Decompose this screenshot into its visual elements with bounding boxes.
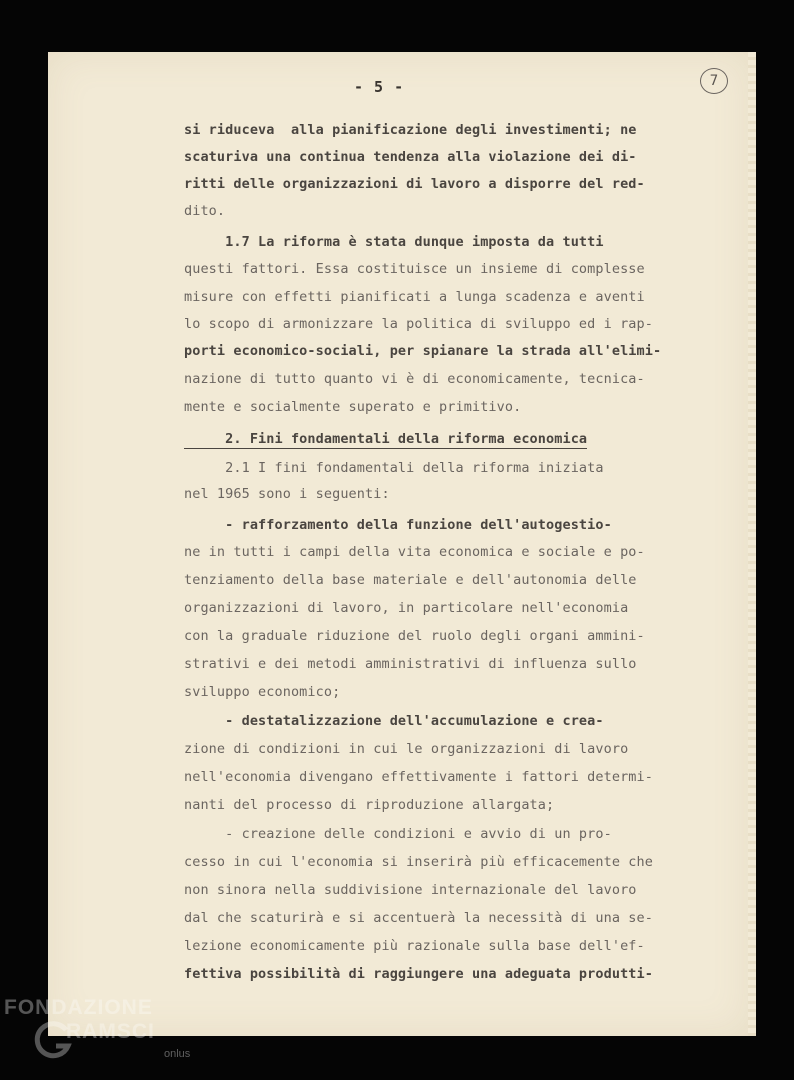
fondazione-gramsci-watermark — [4, 996, 204, 1066]
text-line: nell'economia divengano effettivamente i fattori determi- — [184, 769, 653, 785]
text-line: dito. — [184, 203, 226, 219]
text-line: lo scopo di armonizzare la politica di sviluppo ed i rap- — [184, 316, 653, 332]
text-line: dal che scaturirà e si accentuerà la necessità di una se- — [184, 910, 653, 926]
text-line: mente e socialmente superato e primitivo. — [184, 399, 522, 415]
text-line: nazione di tutto quanto vi è di economicamente, tecnica- — [184, 371, 645, 387]
text-line: cesso in cui l'economia si inserirà più efficacemente che — [184, 854, 653, 870]
text-line: fettiva possibilità di raggiungere una adeguata produtti- — [184, 966, 653, 982]
text-line: 2.1 I fini fondamentali della riforma iniziata — [184, 460, 604, 476]
text-line: lezione economicamente più razionale sulla base dell'ef- — [184, 938, 645, 954]
watermark-line1: FONDAZIONE — [4, 996, 153, 1019]
watermark-suffix: onlus — [164, 1048, 191, 1060]
text-line: questi fattori. Essa costituisce un insieme di complesse — [184, 261, 645, 277]
document-page — [48, 52, 750, 1036]
text-line: con la graduale riduzione del ruolo degli organi ammini- — [184, 628, 645, 644]
handwritten-page-annotation: 7 — [700, 68, 728, 94]
text-line: si riduceva alla pianificazione degli investimenti; ne — [184, 122, 637, 138]
text-line: nel 1965 sono i seguenti: — [184, 486, 390, 502]
text-line: scaturiva una continua tendenza alla violazione dei di- — [184, 149, 637, 165]
text-line: 1.7 La riforma è stata dunque imposta da tutti — [184, 234, 604, 250]
text-line: ritti delle organizzazioni di lavoro a disporre del red- — [184, 176, 645, 192]
text-line: misure con effetti pianificati a lunga scadenza e aventi — [184, 289, 645, 305]
text-line: ne in tutti i campi della vita economica e sociale e po- — [184, 544, 645, 560]
section-heading: 2. Fini fondamentali della riforma economica — [184, 431, 588, 447]
text-line: nanti del processo di riproduzione allargata; — [184, 797, 555, 813]
text-line: zione di condizioni in cui le organizzazioni di lavoro — [184, 741, 629, 757]
text-line: porti economico-sociali, per spianare la strada all'elimi- — [184, 343, 662, 359]
text-line: tenziamento della base materiale e dell'autonomia delle — [184, 572, 637, 588]
text-line: - creazione delle condizioni e avvio di un pro- — [184, 826, 612, 842]
watermark-line2: RAMSCI — [66, 1020, 155, 1043]
text-line: - rafforzamento della funzione dell'autogestio- — [184, 517, 612, 533]
page-number: - 5 - — [354, 78, 405, 96]
text-line: non sinora nella suddivisione internazionale del lavoro — [184, 882, 637, 898]
text-line: - destatalizzazione dell'accumulazione e crea- — [184, 713, 604, 729]
text-line: organizzazioni di lavoro, in particolare nell'economia — [184, 600, 629, 616]
text-line: sviluppo economico; — [184, 684, 341, 700]
text-line: strativi e dei metodi amministrativi di influenza sullo — [184, 656, 637, 672]
